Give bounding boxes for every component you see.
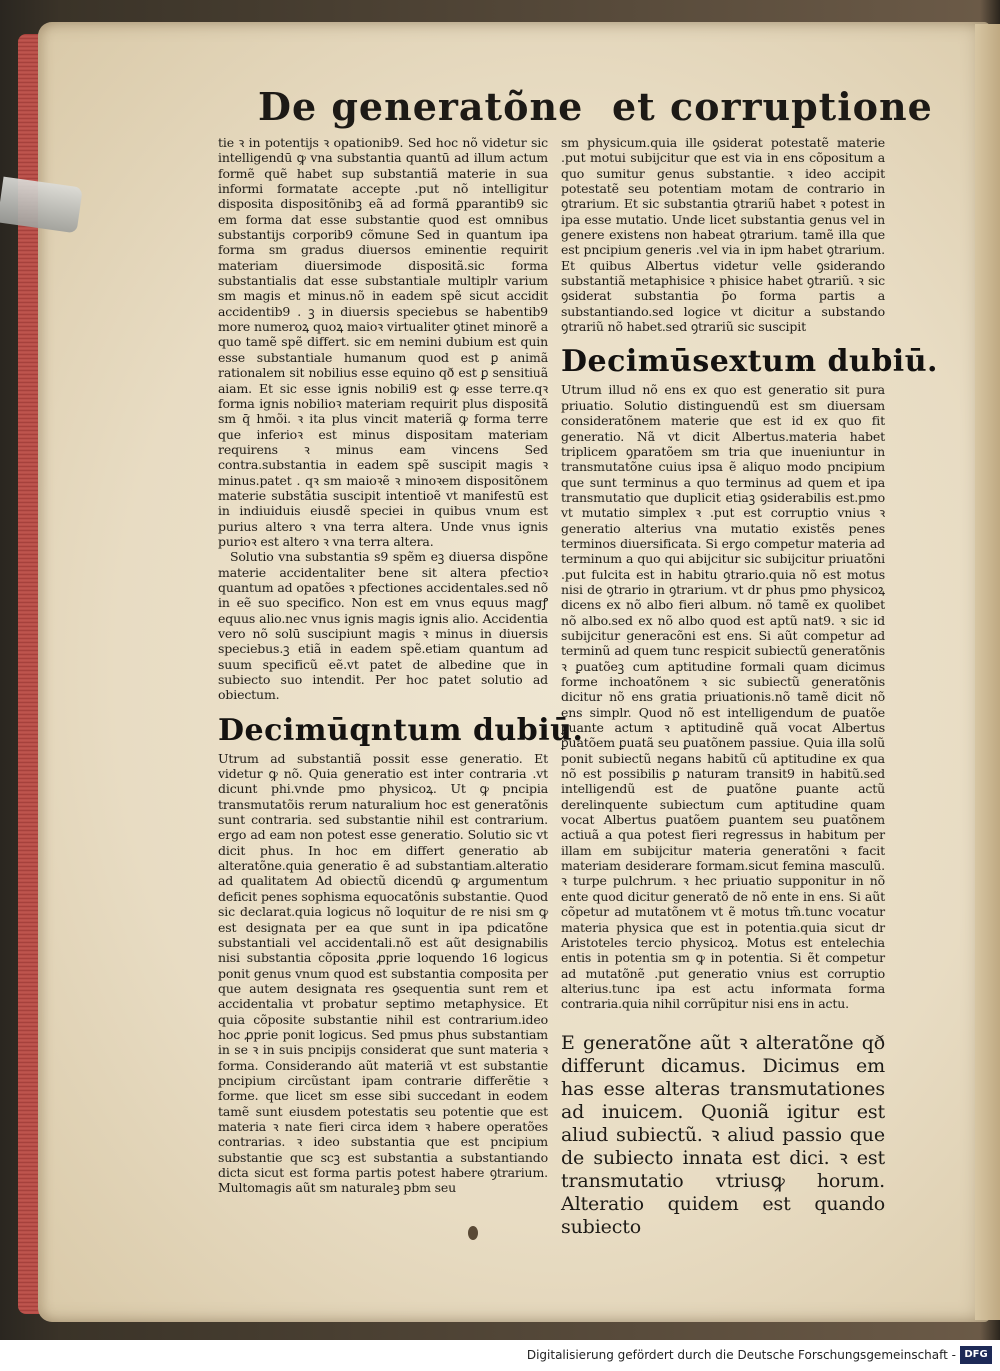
left-section-paragraph-1: Utrum ad substantiã possit esse generatio. Et videtur ꝙ nõ. Quia generatio est inter contraria .vt dicunt phi.vnde pmo physicoꝝ. Ut ꝙ pncipia transmutatõis rerum naturalium hoc est generatõnis sunt contraria. sed substantie nihil est contrarium. ergo ad eam non potest esse generatio. Solutio sic vt dicit phus. In hoc em differt generatio ab alteratõne.quia generatio ẽ ad substantiam.alteratio ad qualitatem Ad obiectũ dicendū ꝙ argumentum deficit penes sophisma equocatõnis substantie. Quod sic declarat.quia logicus nõ loquitur de re nisi sm ꝙ est designata per ea que sunt in ipa pdicatõne substantiali vel accidentali.nõ est aũt designabilis nisi substantia cõposita ꝓprie loquendo 16 logicus ponit genus vnum quod est substantia composita per que autem designata res ꝯsequentia sunt rem et accidentalia vt probatur septimo metaphysice. Et quia cõposite substantie nihil est contrarium.ideo hoc ꝓprie ponit logicus. Sed pmus phus substantiam in se ꝛ in suis pncipijs considerat que sunt materia ꝛ forma. Considerando aũt materiã vt est substantie pncipium circũstant ipam contrarie differẽtie ꝛ forme. que licet sm esse sibi succedant in eodem tamẽ sunt eiusdem potestatis seu potentie que est materia ꝛ nate fieri circa idem ꝛ habere operatões contrarias. ꝛ ideo substantia que est pncipium substantie que scꝫ est substantia a substantiando dicta sicut est forma partis potest habere ꝯtrarium. Multomagis aũt sm naturaleꝫ pbm seu <box>218 750 548 1196</box>
paper-hole <box>468 1226 478 1240</box>
left-column <box>218 135 584 1196</box>
footer-bar <box>0 1340 1000 1371</box>
closing-paragraph: E generatõne aũt ꝛ alteratõne qð differunt dicamus. Dicimus em has esse alteras transmutationes ad inuicem. Quoniã igitur est aliud subiectũ. ꝛ aliud passio que de subiecto innata est dici. ꝛ est transmutatio vtriusꝙ horum. Alteratio quidem est quando subiecto <box>561 1031 885 1238</box>
dfg-logo: DFG <box>960 1346 992 1364</box>
adjoining-page-edge <box>975 24 1000 1320</box>
footer-credit: Digitalisierung gefördert durch die Deutsche Forschungsgemeinschaft - <box>526 1348 956 1362</box>
running-head-left: De generatõne <box>258 84 584 129</box>
left-paragraph-1: tie ꝛ in potentijs ꝛ opationib9. Sed hoc nõ videtur sic intelligendū ꝙ vna substantia quantū ad illum actum formẽ quẽ habet sup substantiã materie in sua informi formatate accepte .put nõ intelligitur disposita dispositõnibꝫ eã ad formã ꝑparantib9 sic em forma dat esse substantie quod est omnibus substantijs corporib9 cõmune Sed in quantum ipa forma sm gradus diuersos eminentie requirit materiam diuersimode dispositã.sic forma substantialis dat esse substantiale multiplr varium sm magis et minus.nõ in eadem spẽ sicut accidit accidentib9 . ꝫ in diuersis speciebus se habentib9 more numeroꝝ quoꝝ maioꝛ virtualiter ꝯtinet minorẽ a quo tamẽ spẽ differt. sic em nemini dubium est quin esse substantiale humanum quod est ꝑ animã rationalem sit nobilius esse equino qð est ꝑ sensitiuã aiam. Et sic esse ignis nobili9 est ꝙ esse terre.qꝛ forma ignis nobilioꝛ materiam requirit plus dispositã sm q̄ hmõi. ꝛ ita plus vincit materiã ꝙ forma terre que inferioꝛ est minus dispositam materiam requirens ꝛ minus eam vincens Sed contra.substantia in eadem spẽ suscipit magis ꝛ minus.patet . qꝛ sm maioꝛẽ ꝛ minoꝛem dispositõnem materie substãtia suscipit intentioẽ vt manifestū est in indiuiduis eiusdẽ speciei in quibus vnum est purius altero ꝛ vna terra altera. Unde vnus ignis purioꝛ est altero ꝛ vna terra altera. <box>218 135 548 549</box>
section-title-decimum-sextum: Decimūsextum dubiū. <box>561 344 938 380</box>
right-column <box>561 135 938 1239</box>
running-head-right: et corruptione <box>612 84 933 129</box>
left-paragraph-2: Solutio vna substantia s9 spẽm eꝫ diuersa dispõne materie accidentaliter bene sit altera pfectioꝛ quantum ad opatões ꝛ pfectiones accidentales.sed nõ in eẽ suo specifico. Non est em vnus equus magꝭ equus alio.nec vnus ignis magis ignis alio. Accidentia vero nõ solū suscipiunt magis ꝛ minus in diuersis speciebus.ꝫ etiã in eadem spẽ.etiam quantum ad suum specificũ eẽ.vt patet de albedine que in subiecto suo intendit. Per hoc patet solutio ad obiectum. <box>218 549 548 703</box>
right-section-paragraph-1: Utrum illud nõ ens ex quo est generatio sit pura priuatio. Solutio distinguendũ est sm diuersam consideratõnem materie que est id ex quo fit generatio. Nã vt dicit Albertus.materia habet triplicem ꝯparatõem sm tria que inueniuntur in transmutatõne cuius ipsa ẽ aliquo modo pncipium que sunt terminus a quo terminus ad quem et ipa transmutatio que duplicit etiaꝫ ꝯsiderabilis est.pmo vt mutatio simplex ꝛ .put est corruptio vnius ꝛ generatio alterius vna mutatio existẽs penes terminos diuersificata. Si ergo competur materia ad terminum a quo qui abijcitur sic subijcitur priuatõni .put fulcita est in habitu ꝯtrario.quia nõ est motus nisi de ꝯtrario in ꝯtrarium. vt dr phus pmo physicoꝝ dicens ex nõ albo fieri album. nõ tamẽ ex quolibet nõ albo.sed ex nõ albo quod est aptũ nat9. ꝛ sic id subijcitur generacõni est ens. Si aũt competur ad terminũ ad quem tunc respicit subiectũ generatõnis ꝛ ꝑuatõeꝫ cum aptitudine formali quam dicimus forme inchoatõnem ꝛ sic subiectũ generatõnis dicitur nõ ens gratia priuationis.nõ tamẽ dicit nõ ens simplr. Quod nõ est intelligendum de ꝑuatõe ꝑuante actum ꝛ aptitudinẽ quã vocat Albertus ꝑuatõem ꝑuatã seu ꝑuatõnem passiue. Quia illa solũ ponit subiectũ negans habitũ cũ aptitudine ex qua nõ est possibilis ꝑ naturam transit9 in habitũ.sed intelligendũ est de ꝑuatõne ꝑuante actũ derelinquente subiectum cum aptitudine quam vocat Albertus ꝑuatõem ꝑuantem seu ꝑuatõnem actiuã a qua potest fieri regressus in habitum per illam em subijcitur materia generatõni ꝛ facit materiam desiderare formam.sicut femina masculũ. ꝛ turpe pulchrum. ꝛ hec priuatio supponitur in nõ ente quod dicitur generatõ de nõ ente in ens. Si aũt cõpetur ad mutatõnem vt ẽ motus tm̃.tunc vocatur materia physica que est in potentia.quia sicut dr Aristoteles tercio physicoꝝ. Motus est entelechia entis in potentia sm ꝙ in potentia. Si ẽt competur ad mutatõnẽ .put generatio vnius est corruptio alterius.tunc ipa est actu informata forma contraria.quia nihil corrũpitur nisi ens in actu. <box>561 382 885 1012</box>
section-title-decimum-quintum: Decimūqntum dubiū. <box>218 712 584 748</box>
right-paragraph-1: sm physicum.quia ille ꝯsiderat potestatẽ materie .put motui subijcitur que est via in ens cõpositum a quo sumitur genus substantie. ꝛ ideo accipit potestatẽ seu potentiam motam de contrario in ꝯtrarium. Et sic substantia ꝯtrariũ habet ꝛ potest in ipa esse mutatio. Unde licet substantia genus vel in genere existens non habeat ꝯtrarium. tamẽ illa que est pncipium generis .vel via in ipm habet ꝯtrarium. Et quibus Albertus videtur velle ꝯsiderando substantiã metaphisice ꝛ phisice habet ꝯtrariũ. ꝛ sic ꝯsiderat substantia p̄o forma partis a substantiando.sed logice vt dicitur a substando ꝯtrariũ nõ habet.sed ꝯtrariũ sic suscipit <box>561 135 885 335</box>
